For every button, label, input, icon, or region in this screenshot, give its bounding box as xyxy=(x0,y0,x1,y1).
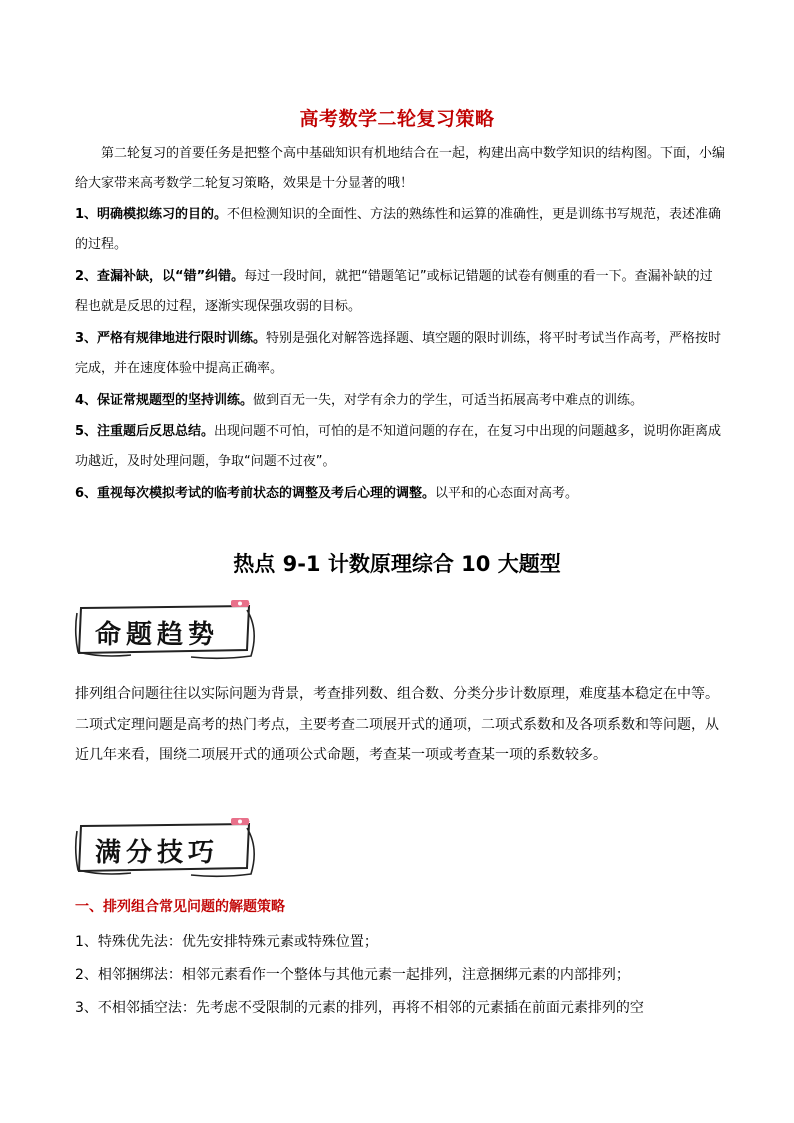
strategy-item-heading: 2、查漏补缺，以“错”纠错。 xyxy=(75,269,245,284)
tip-item: 1、特殊优先法：优先安排特殊元素或特殊位置； xyxy=(75,934,378,950)
strategy-item-text: 不但检测知识的全面性、方法的熟练性和运算的准确性，更是训练书写规范，表述准确的过程。 xyxy=(75,207,722,252)
strategy-item-text: 每过一段时间，就把“错题笔记”或标记错题的试卷有侧重的看一下。查漏补缺的过程也就是反思的过程，逐渐实现保强攻弱的目标。 xyxy=(75,269,713,314)
strategy-item-5 xyxy=(75,417,725,477)
strategy-item-heading: 1、明确模拟练习的目的。 xyxy=(75,207,228,222)
strategy-item-text: 做到百无一失，对学有余力的学生，可适当拓展高考中难点的训练。 xyxy=(253,393,644,408)
skills-banner xyxy=(71,818,263,878)
banner-label: 命题趋势 xyxy=(95,620,220,650)
strategy-item-heading: 5、注重题后反思总结。 xyxy=(75,424,215,439)
strategy-item-heading: 4、保证常规题型的坚持训练。 xyxy=(75,393,254,408)
strategy-intro: 第二轮复习的首要任务是把整个高中基础知识有机地结合在一起，构建出高中数学知识的结构图。下面，小编给大家带来高考数学二轮复习策略，效果是十分显著的哦！ xyxy=(75,146,726,191)
strategy-title: 高考数学二轮复习策略 xyxy=(299,108,495,130)
trend-banner xyxy=(71,600,263,660)
strategy-item-text: 特别是强化对解答选择题、填空题的限时训练，将平时考试当作高考，严格按时完成，并在速度体验中提高正确率。 xyxy=(75,331,722,376)
strategy-item-1 xyxy=(75,200,725,260)
section-heading: 一、排列组合常见问题的解题策略 xyxy=(75,899,285,915)
strategy-item-6 xyxy=(75,479,725,509)
strategy-item-heading: 3、严格有规律地进行限时训练。 xyxy=(75,331,267,346)
tip-item: 3、不相邻插空法：先考虑不受限制的元素的排列，再将不相邻的元素插在前面元素排列的空 xyxy=(75,1000,644,1016)
strategy-item-text: 出现问题不可怕，可怕的是不知道问题的存在，在复习中出现的问题越多，说明你距离成功越近，及时处理问题，争取“问题不过夜”。 xyxy=(75,424,722,469)
strategy-item-2 xyxy=(75,262,725,322)
strategy-item-heading: 6、重视每次模拟考试的临考前状态的调整及考后心理的调整。 xyxy=(75,486,436,501)
hotspot-title: 热点 9-1 计数原理综合 10 大题型 xyxy=(233,552,561,576)
trend-paragraph: 排列组合问题往往以实际问题为背景，考查排列数、组合数、分类分步计数原理，难度基本稳定在中等。二项式定理问题是高考的热门考点，主要考查二项展开式的通项，二项式系数和及各项系数和等问题，从近几年来看，围绕二项展开式的通项公式命题，考查某一项或考查某一项的系数较多。 xyxy=(75,686,719,763)
tip-item: 2、相邻捆绑法：相邻元素看作一个整体与其他元素一起排列，注意捆绑元素的内部排列； xyxy=(75,967,630,983)
strategy-item-text: 以平和的心态面对高考。 xyxy=(435,486,579,501)
strategy-item-4 xyxy=(75,386,725,416)
strategy-item-3 xyxy=(75,324,725,384)
banner-label: 满分技巧 xyxy=(95,838,220,868)
